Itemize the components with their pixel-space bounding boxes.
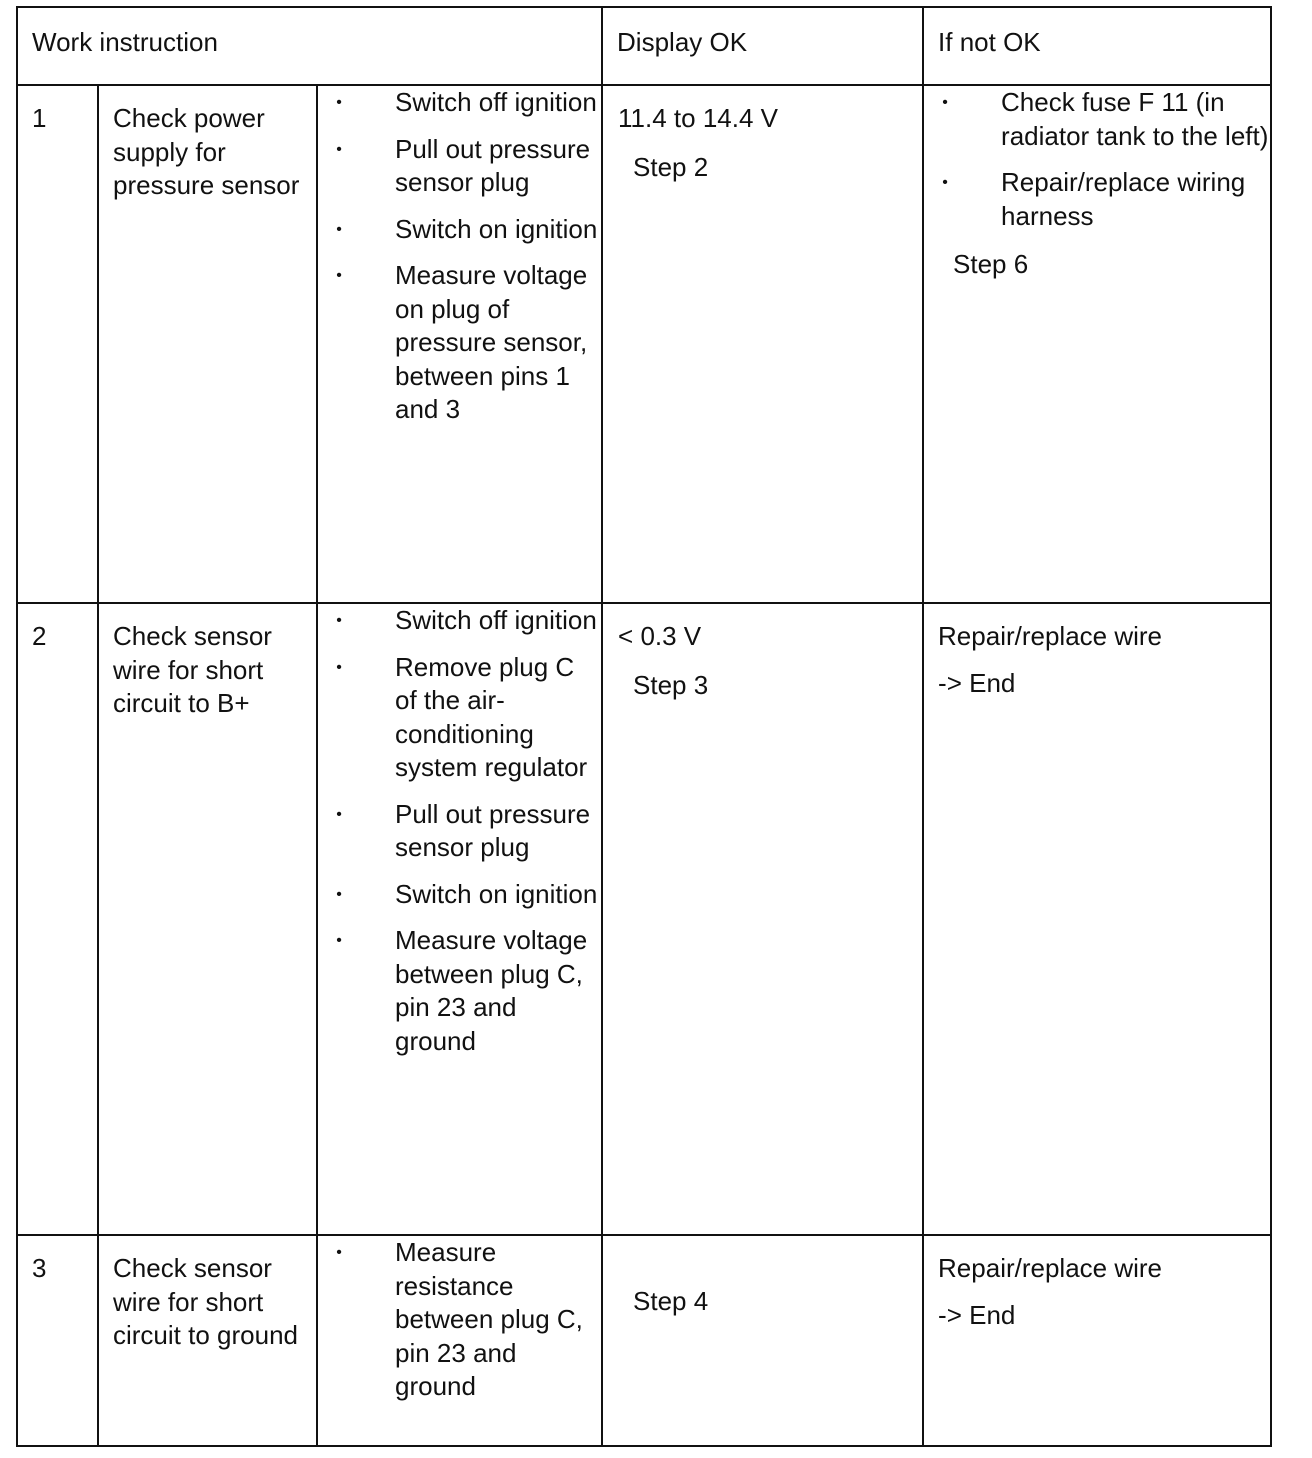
bullet: • [336,885,342,903]
list-item: • Remove plug C of the air-conditioning system regulator [318,651,601,785]
if-not-ok-next-step: -> End [938,667,1016,698]
step-instructions-cell [317,85,602,603]
display-ok-cell [602,1235,923,1446]
step-instructions-cell [317,603,602,1235]
list-item: • Switch on ignition [318,213,601,247]
header-display-ok: Display OK [602,7,923,85]
if-not-ok-action: Repair/replace wire [938,621,1163,651]
step-instructions-cell [317,1235,602,1446]
display-ok-next-step: Step 2 [633,151,709,182]
if-not-ok-action: Repair/replace wire [938,1253,1163,1283]
list-item: • Measure resistance between plug C, pin 23 and ground [318,1236,601,1404]
bullet: • [942,94,948,111]
display-ok-value: 11.4 to 14.4 V [618,103,779,133]
if-not-ok-cell [923,85,1271,603]
if-not-ok-next-step: Step 6 [953,249,1029,279]
bullet: • [336,94,342,111]
bullet: • [336,267,342,284]
step-number: 3 [32,1253,47,1283]
if-not-ok-cell [923,603,1271,1235]
step-title: Check sensor wire for short circuit to B+ [113,621,272,718]
display-ok-next-step: Step 4 [633,1286,709,1316]
header-row [17,7,1271,85]
bullet: • [336,1244,342,1261]
bullet: • [942,174,948,191]
list-item: • Measure voltage between plug C, pin 23 and ground [318,924,601,1058]
display-ok-value: < 0.3 V [618,621,702,651]
bullet: • [336,140,342,158]
list-item: • Switch off ignition [318,86,601,120]
step-title: Check power supply for pressure sensor [113,103,300,200]
step-number: 2 [32,621,47,651]
display-ok-next-step: Step 3 [633,669,709,700]
header-if-not-ok: If not OK [923,7,1271,85]
step-title-cell [98,1235,317,1446]
step-title-cell [98,85,317,603]
list-item: • Measure voltage on plug of pressure sensor, between pins 1 and 3 [318,259,601,427]
bullet: • [336,932,342,949]
list-item: • Check fuse F 11 (in radiator tank to the left) [924,86,1270,153]
step-title: Check sensor wire for short circuit to ground [113,1253,298,1350]
display-ok-cell [602,85,923,603]
bullet: • [336,612,342,629]
list-item: • Switch on ignition [318,878,601,912]
bullet: • [336,658,342,676]
if-not-ok-next-step: -> End [938,1299,1016,1330]
work-instruction-table [16,6,1272,1447]
bullet: • [336,805,342,823]
step-title-cell [98,603,317,1235]
if-not-ok-cell [923,1235,1271,1446]
step-number: 1 [32,103,47,133]
table-row [17,85,1271,603]
list-item: • Pull out pressure sensor plug [318,133,601,200]
list-item: • Pull out pressure sensor plug [318,798,601,865]
table-row [17,1235,1271,1446]
display-ok-cell [602,603,923,1235]
header-work-instruction: Work instruction [17,7,602,85]
step-number-cell [17,1235,98,1446]
step-number-cell [17,85,98,603]
list-item: • Switch off ignition [318,604,601,638]
table-row [17,603,1271,1235]
list-item: • Repair/replace wiring harness [924,166,1270,233]
step-number-cell [17,603,98,1235]
bullet: • [336,220,342,238]
